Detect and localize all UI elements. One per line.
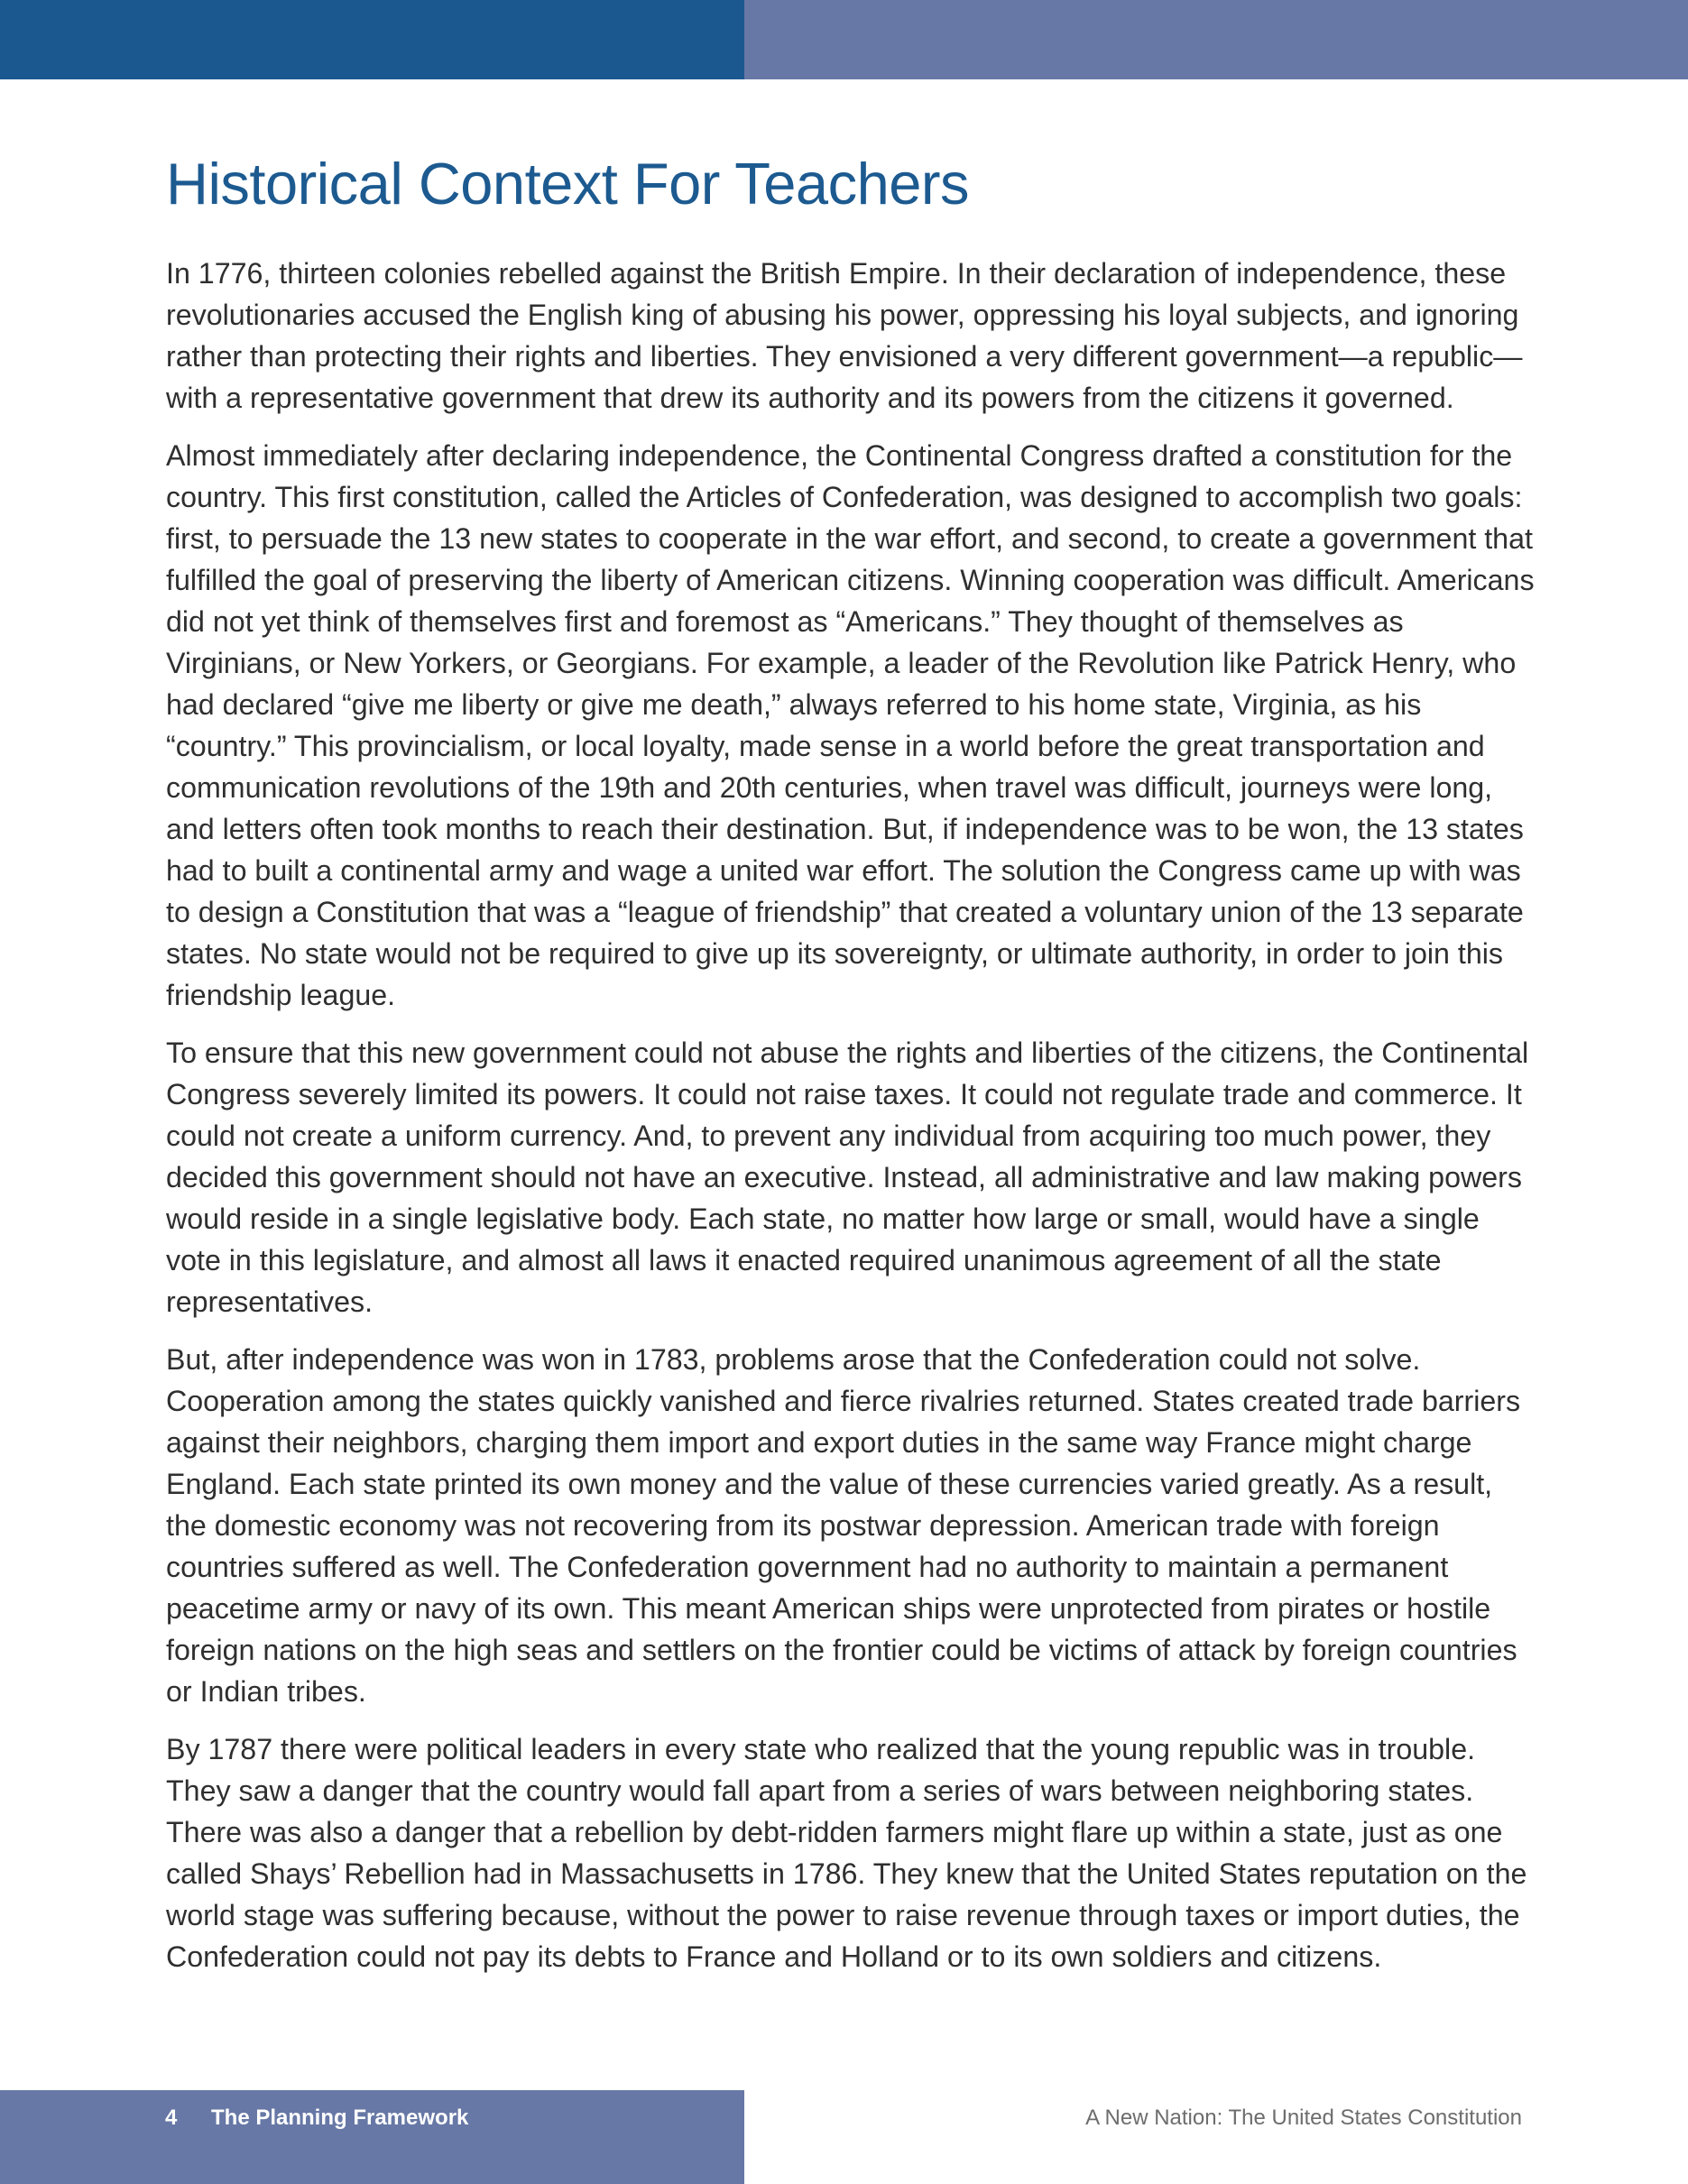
header-band-dark	[0, 0, 744, 79]
header-band	[0, 0, 1688, 79]
footer-section-title: The Planning Framework	[211, 2106, 469, 2130]
paragraph-5: By 1787 there were political leaders in every state who realized that the young republic was in trouble. They saw a danger that the country would fall apart from a series of wars between neighboring states. There was also a danger that a rebellion by debt-ridden farmers might flare up within a state, just as one called Shays’ Rebellion had in Massachusetts in 1786. They knew that the United States reputation on the world stage was suffering because, without the power to raise revenue through taxes or import duties, the Confederation could not pay its debts to France and Holland or to its own soldiers and citizens.	[166, 1733, 1527, 1973]
footer-page-number: 4	[165, 2106, 178, 2130]
header-band-light	[744, 0, 1688, 79]
paragraph-1: In 1776, thirteen colonies rebelled against the British Empire. In their declaration of independence, these revolutionaries accused the English king of abusing his power, oppressing his loyal subjects, and ignoring rather than protecting their rights and liberties. They envisioned a very different government—a republic—with a representative government that drew its authority and its powers from the citizens it governed.	[166, 257, 1523, 414]
paragraph-3: To ensure that this new government could not abuse the rights and liberties of the citizens, the Continental Congress severely limited its powers. It could not raise taxes. It could not regulate trade and commerce. It could not create a uniform currency. And, to prevent any individual from acquiring too much power, they decided this government should not have an executive. Instead, all administrative and law making powers would reside in a single legislative body. Each state, no matter how large or small, would have a single vote in this legislature, and almost all laws it enacted required unanimous agreement of all the state representatives.	[166, 1037, 1529, 1318]
page-content	[166, 144, 1537, 1994]
page-title: Historical Context For Teachers	[166, 151, 970, 217]
paragraph-4: But, after independence was won in 1783, problems arose that the Confederation could not solve. Cooperation among the states quickly vanished and fierce rivalries returned. States created trade barriers against their neighbors, charging them import and export duties in the same way France might charge England. Each state printed its own money and the value of these currencies varied greatly. As a result, the domestic economy was not recovering from its postwar depression. American trade with foreign countries suffered as well. The Confederation government had no authority to maintain a permanent peacetime army or navy of its own. This meant American ships were unprotected from pirates or hostile foreign nations on the high seas and settlers on the frontier could be victims of attack by foreign countries or Indian tribes.	[166, 1343, 1521, 1708]
paragraph-2: Almost immediately after declaring independence, the Continental Congress drafted a constitution for the country. This first constitution, called the Articles of Confederation, was designed to accomplish two goals: first, to persuade the 13 new states to cooperate in the war effort, and second, to create a government that fulfilled the goal of preserving the liberty of American citizens. Winning cooperation was difficult. Americans did not yet think of themselves first and foremost as “Americans.” They thought of themselves as Virginians, or New Yorkers, or Georgians. For example, a leader of the Revolution like Patrick Henry, who had declared “give me liberty or give me death,” always referred to his home state, Virginia, as his “country.” This provincialism, or local loyalty, made sense in a world before the great transportation and communication revolutions of the 19th and 20th centuries, when travel was difficult, journeys were long, and letters often took months to reach their destination. But, if independence was to be won, the 13 states had to built a continental army and wage a united war effort. The solution the Congress came up with was to design a Constitution that was a “league of friendship” that created a voluntary union of the 13 separate states. No state would not be required to give up its sovereignty, or ultimate authority, in order to join this friendship league.	[166, 439, 1535, 1011]
footer-publication-title: A New Nation: The United States Constitution	[1085, 2106, 1522, 2130]
